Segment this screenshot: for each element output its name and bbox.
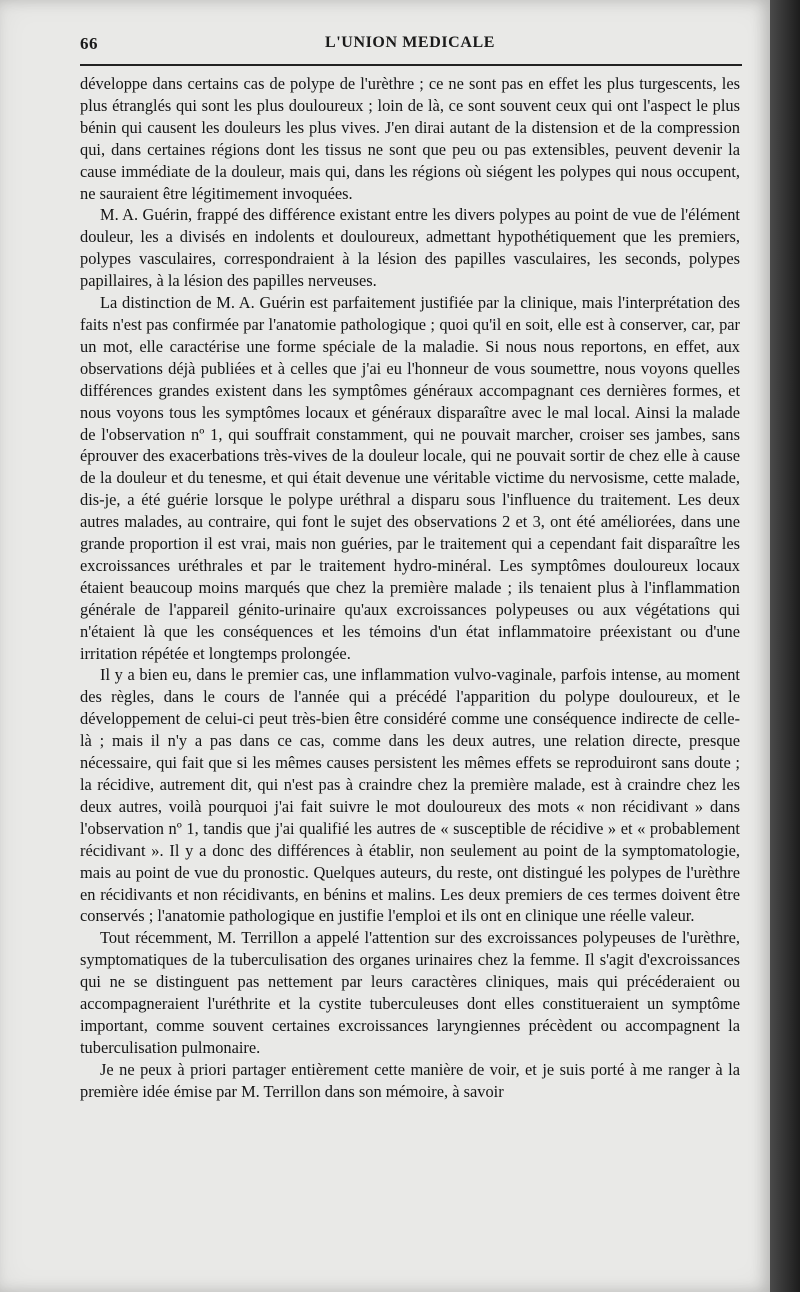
- paragraph-5: Tout récemment, M. Terrillon a appelé l'attention sur des excroissances polypeuses de l'urèthre, symptomatiques de la tuberculisation des organes urinaires chez la femme. Il s'agit d'excroissances qui ne se distinguent pas nettement par leurs caractères cliniques, mais qui précéderaient ou accompagneraient l'uréthrite et la cystite tuberculeuses dont elles constitueraient un symptôme important, comme souvent certaines excroissances laryngiennes précèdent ou accompagnent la tuberculisation pulmonaire.: [80, 928, 740, 1057]
- paragraph-4: Il y a bien eu, dans le premier cas, une inflammation vulvo-vaginale, parfois intense, au moment des règles, dans le cours de l'année qui a précédé l'apparition du polype douloureux, et le développement de celui-ci peut très-bien être considéré comme une conséquence indirecte de celle-là ; mais il n'y a pas dans ce cas, comme dans les deux autres, une relation directe, presque nécessaire, qui fait que si les mêmes causes persistent les mêmes effets se reproduiront sans doute ; la récidive, autrement dit, qui n'est pas à craindre chez la première malade, est à craindre chez les deux autres, voilà pourquoi j'ai fait suivre le mot douloureux des mots « non récidivant » dans l'observation nº 1, tandis que j'ai qualifié les autres de « susceptible de récidive » et « probablement récidivant ». Il y a donc des différences à établir, non seulement au point de la symptomatologie, mais au point de vue du pronostic. Quelques auteurs, du reste, ont distingué les polypes de l'urèthre en récidivants et non récidivants, en bénins et malins. Les deux premiers de ces termes doivent être conservés ; l'anatomie pathologique en justifie l'emploi et ils ont en clinique une réelle valeur.: [80, 665, 740, 926]
- page-number: 66: [80, 34, 98, 53]
- body-text: [80, 73, 740, 1103]
- paragraph-1: développe dans certains cas de polype de l'urèthre ; ce ne sont pas en effet les plus turgescents, les plus étranglés qui sont les plus douloureux ; loin de là, ce sont souvent ceux qui ont l'aspect le plus bénin qui causent les douleurs les plus vives. J'en dirai autant de la distension et de la compression qui, dans certaines régions dont les tissus ne sont que peu ou pas extensibles, peuvent devenir la cause immédiate de la douleur, mais qui, dans les régions où siégent les polypes qui nous occupent, ne sauraient être légitimement invoquées.: [80, 74, 740, 203]
- page-header: [80, 34, 740, 58]
- paragraph-3: La distinction de M. A. Guérin est parfaitement justifiée par la clinique, mais l'interprétation des faits n'est pas confirmée par l'anatomie pathologique ; quoi qu'il en soit, elle est à conserver, car, par un mot, elle caractérise une forme spéciale de la maladie. Si nous nous reportons, en effet, aux observations déjà publiées et à celles que j'ai eu l'honneur de vous soumettre, nous voyons quelles différences grandes existent dans les symptômes généraux accompagnant ces dernières formes, et nous voyons tous les symptômes locaux et généraux disparaître avec le mal local. Ainsi la malade de l'observation nº 1, qui souffrait constamment, qui ne pouvait marcher, croiser ses jambes, sans éprouver des exacerbations très-vives de la douleur locale, qui ne pouvait sortir de chez elle à cause de la douleur et du tenesme, et qui était devenue une véritable victime du nervosisme, cette malade, dis-je, a été guérie lorsque le polype uréthral a disparu sous l'influence du traitement. Les deux autres malades, au contraire, qui font le sujet des observations 2 et 3, ont été améliorées, dans une grande proportion il est vrai, mais non guéries, par le traitement qui a cependant fait disparaître les excroissances uréthrales et par le traitement hydro-minéral. Les symptômes douloureux locaux étaient beaucoup moins marqués que chez la première malade ; ils tenaient plus à l'inflammation générale de l'appareil génito-urinaire qu'aux excroissances polypeuses ou aux végétations qui n'étaient là que les conséquences et les témoins d'un état inflammatoire préexistant ou d'une irritation répétée et longtemps prolongée.: [80, 293, 740, 663]
- page-edge-shadow: [770, 0, 800, 1292]
- header-rule: [80, 64, 742, 66]
- running-title: L'UNION MEDICALE: [324, 34, 496, 51]
- paragraph-6: Je ne peux à priori partager entièrement cette manière de voir, et je suis porté à me ranger à la première idée émise par M. Terrillon dans son mémoire, à savoir: [80, 1059, 740, 1101]
- paragraph-2: M. A. Guérin, frappé des différence existant entre les divers polypes au point de vue de l'élément douleur, les a divisés en indolents et douloureux, admettant hypothétiquement que les premiers, polypes vasculaires, correspondraient à la lésion des papilles vasculaires, les seconds, polypes papillaires, à la lésion des papilles nerveuses.: [80, 205, 740, 291]
